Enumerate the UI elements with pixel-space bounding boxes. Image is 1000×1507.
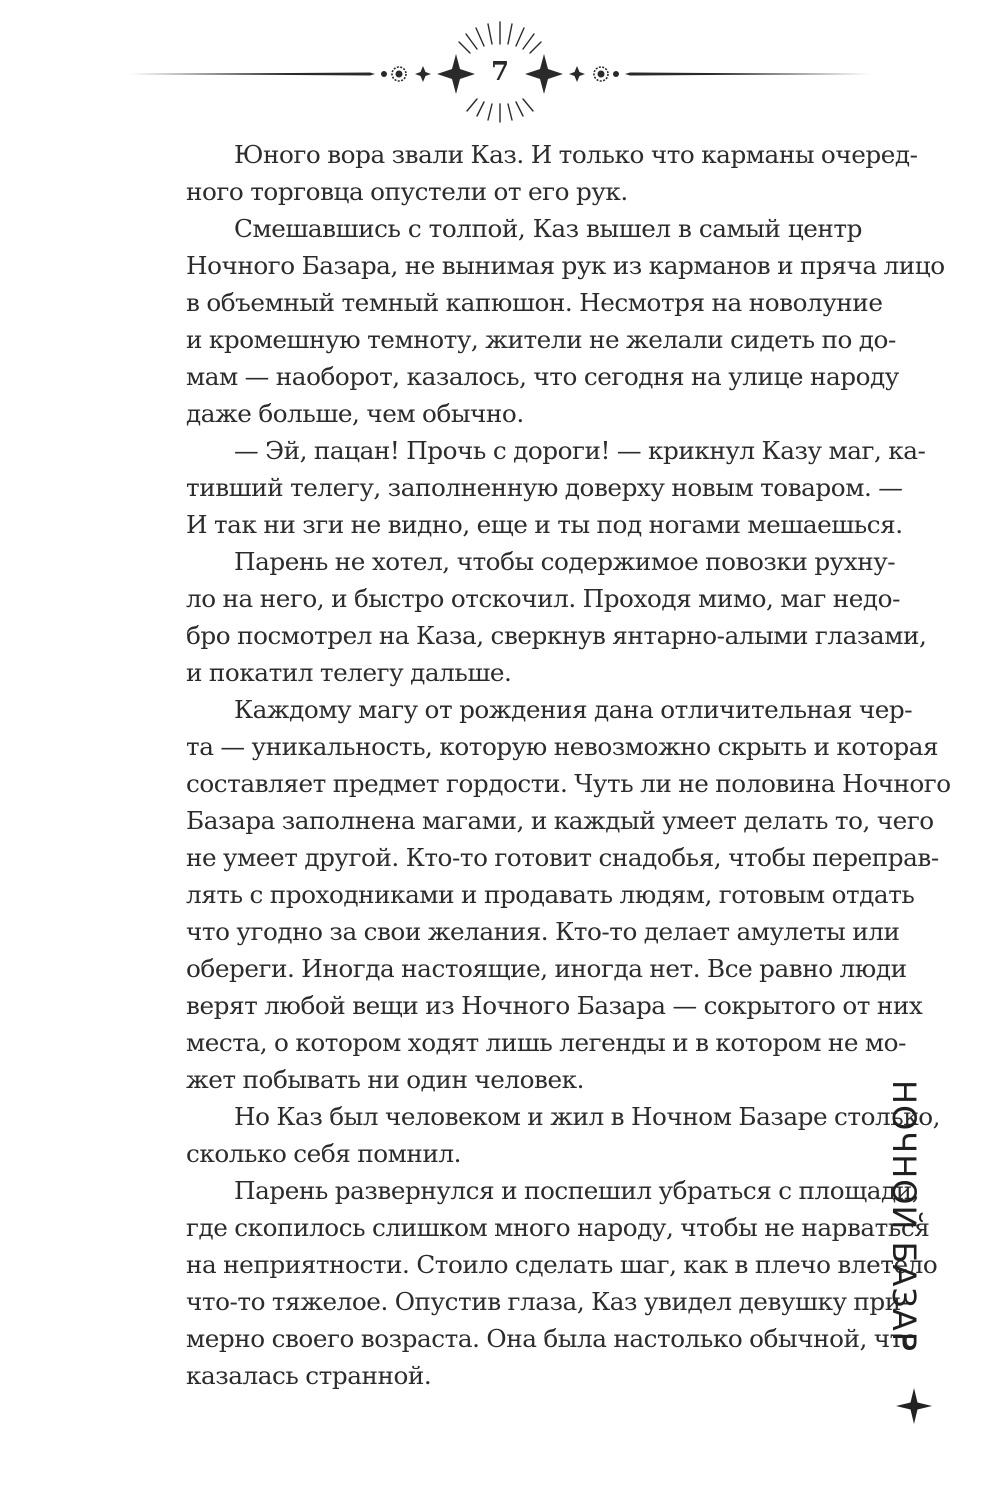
paragraph [138, 691, 951, 1098]
paragraph [138, 210, 945, 432]
text-line: Смешавшись с толпой, Каз вышел в самый центр [234, 214, 862, 243]
text-line: ло на него, и быстро отскочил. Проходя мимо, маг недо- [186, 584, 900, 613]
text-line: И так ни зги не видно, еще и ты под ногами мешаешься. [186, 510, 903, 539]
text-line: обереги. Иногда настоящие, иногда нет. Все равно люди [186, 954, 907, 983]
star-icon [894, 1386, 934, 1426]
text-line: места, о котором ходят лишь легенды и в котором не мо- [186, 1028, 906, 1057]
paragraph [138, 1098, 941, 1172]
paragraph [138, 432, 926, 543]
running-title [885, 1080, 946, 1380]
text-line: на неприятности. Стоило сделать шаг, как в плечо влетело [186, 1250, 938, 1279]
text-line: тивший телегу, заполненную доверху новым товаром. — [186, 473, 903, 502]
text-line: ного торговца опустели от его рук. [186, 177, 628, 206]
text-line: мерно своего возраста. Она была настолько обычной, что [186, 1324, 918, 1353]
text-line: и покатил телегу дальше. [186, 658, 512, 687]
text-line: и кромешную темноту, жители не желали сидеть по до- [186, 325, 896, 354]
text-line: — Эй, пацан! Прочь с дороги! — крикнул Казу маг, ка- [234, 436, 926, 465]
text-line: Парень не хотел, чтобы содержимое повозки рухну- [234, 547, 896, 576]
text-line: Но Каз был человеком и жил в Ночном Базаре столько, [234, 1102, 941, 1131]
running-title-text: НОЧНОЙ БАЗАР [885, 1080, 923, 1353]
text-line: Парень развернулся и поспешил убраться с площади, [234, 1176, 920, 1205]
text-line: бро посмотрел на Каза, сверкнув янтарно-алыми глазами, [186, 621, 927, 650]
text-line: та — уникальность, которую невозможно скрыть и которая [186, 732, 939, 761]
text-line: мам — наоборот, казалось, что сегодня на улице народу [186, 362, 899, 391]
paragraph [138, 543, 927, 691]
text-line: жет побывать ни один человек. [186, 1065, 585, 1094]
text-line: сколько себя помнил. [186, 1139, 462, 1168]
text-line: лять с проходниками и продавать людям, готовым отдать [186, 880, 915, 909]
text-line: казалась странной. [186, 1361, 432, 1390]
text-line: где скопилось слишком много народу, чтобы не нарваться [186, 1213, 930, 1242]
text-line: Каждому магу от рождения дана отличительная чер- [234, 695, 913, 724]
text-line: верят любой вещи из Ночного Базара — сокрытого от них [186, 991, 923, 1020]
text-line: Базара заполнена магами, и каждый умеет делать то, чего [186, 806, 934, 835]
text-line: в объемный темный капюшон. Несмотря на новолуние [186, 288, 883, 317]
text-line: Ночного Базара, не вынимая рук из карманов и пряча лицо [186, 251, 945, 280]
page-header [0, 0, 1000, 130]
text-line: что-то тяжелое. Опустив глаза, Каз увидел девушку при- [186, 1287, 909, 1316]
text-line: составляет предмет гордости. Чуть ли не половина Ночного [186, 769, 951, 798]
paragraph [138, 136, 918, 210]
page-number: 7 [490, 57, 510, 87]
text-line: Юного вора звали Каз. И только что карманы очеред- [234, 140, 918, 169]
text-line: что угодно за свои желания. Кто-то делает амулеты или [186, 917, 900, 946]
text-line: даже больше, чем обычно. [186, 399, 524, 428]
text-line: не умеет другой. Кто-то готовит снадобья, чтобы переправ- [186, 843, 939, 872]
